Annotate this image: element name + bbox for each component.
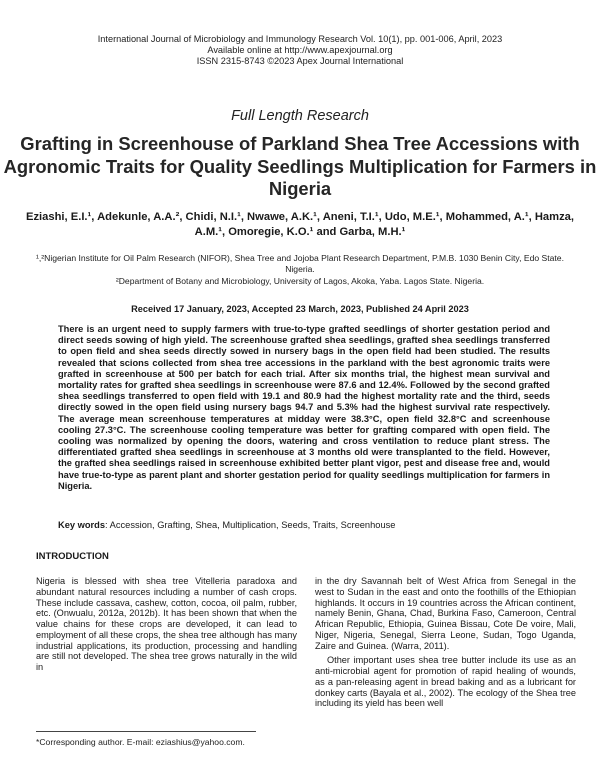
author-list: Eziashi, E.I.¹, Adekunle, A.A.², Chidi, N.I.¹, Nwawe, A.K.¹, Aneni, T.I.¹, Udo, M.E.¹, Mohammed, A.¹, Hamza, A.M.¹, Omoregie, K.O.¹ and Garba, M.H.¹ [25,211,575,238]
intro-paragraph-1: Nigeria is blessed with shea tree Vitelleria paradoxa and abundant natural resources including a number of cash crops. These include cassava, cashew, cotton, cocoa, oil palm, rubber, etc. (Onwualu, 2012a, 2012b). It has been shown that when the value chains for these crops are developed, it can lead to employment of all these crops, the shea tree although has many industrial applications, its production, processing and handling are still not developed. The shea tree grows naturally in the wild in [36,576,297,672]
journal-issn: ISSN 2315-8743 ©2023 Apex Journal International [196,56,404,66]
journal-citation: International Journal of Microbiology and Immunology Research Vol. 10(1), pp. 001-006, April, 2023 [97,34,503,44]
keywords-text: : Accession, Grafting, Shea, Multiplication, Seeds, Traits, Screenhouse [105,520,396,530]
affiliation-1: ¹,²Nigerian Institute for Oil Palm Research (NIFOR), Shea Tree and Jojoba Plant Research Department, P.M.B. 1030 Benin City, Edo State. Nigeria. [36,253,564,274]
journal-url: Available online at http://www.apexjournal.org [207,45,393,55]
section-label: Full Length Research [231,108,369,124]
intro-paragraph-3: Other important uses shea tree butter include its use as an anti-microbial agent for promotion of rapid healing of wounds, as a pan-releasing agent in bread baking and as a lubricant for donkey carts (Bayala et al., 2002). The ecology of the Shea tree including its yield has been well [315,655,576,709]
affiliation-2: ²Department of Botany and Microbiology, University of Lagos, Akoka, Yaba. Lagos State. Nigeria. [115,276,485,286]
keywords-label: Key words [58,520,106,530]
left-column [36,576,297,673]
intro-heading: INTRODUCTION [36,551,109,562]
intro-paragraph-2: in the dry Savannah belt of West Africa from Senegal in the west to Sudan in the east and onto the foothills of the Ethiopian highlands. It occurs in 19 countries across the African continent, namely Benin, Ghana, Chad, Burkina Faso, Cameroon, Central African Republic, Ethiopia, Guinea Bissau, Cote De voire, Mali, Niger, Nigeria, Senegal, Sierra Leone, Sudan, Togo Uganda, Zaire and Guinea. (Warra, 2011). [315,576,576,651]
corresponding-author-footnote: *Corresponding author. E-mail: eziashius@yahoo.com. [36,737,245,747]
abstract: There is an urgent need to supply farmers with true-to-type grafted seedlings of shorter gestation period and direct seeds sowing of high yield. The screenhouse grafted shea seedlings, grafted shea seedlings transferred to open field and shea seeds directly sowed in nursery bags in the open field had been studied. The results revealed that scions collected from shea tree accessions in the parkland with the best agronomic traits were grafted in screenhouse at 500 per batch for each trial. After six months trial, the highest mean survival and mortality rates for grafted shea seedlings in screenhouse were 87.6 and 12.4%. Followed by the second grafted shea seedlings transferred to open field with 19.1 and 80.9 had the highest mortality rate and the third, seeds directly sowed in the open field using nursery bags 94.7 and 5.3% had the highest survival rate respectively. The average mean screenhouse temperatures at midday were 38.3°C, open field 32.8°C and screenhouse cooling 27.3°C. The screenhouse cooling temperature was better for grafting compared with open field. The cooling was normalized by opening the doors, watering and cross ventilation to reduce plant stress. The differentiated grafted shea seedlings in screenhouse at 3 months old were transplanted to the field. However, the grafted shea seedlings raised in screenhouse exhibited better plant vigor, pest and disease free and, would have true-to-type as parent plant and shorter gestation period for quality seedlings multiplication for farmers in Nigeria. [58,324,550,491]
footnote-divider [36,731,256,732]
right-column [315,576,576,709]
publication-dates: Received 17 January, 2023, Accepted 23 March, 2023, Published 24 April 2023 [131,304,469,314]
paper-title: Grafting in Screenhouse of Parkland Shea Tree Accessions with Agronomic Traits for Quality Seedlings Multiplication for Farmers in Nigeria [3,133,597,199]
keywords [58,520,550,531]
